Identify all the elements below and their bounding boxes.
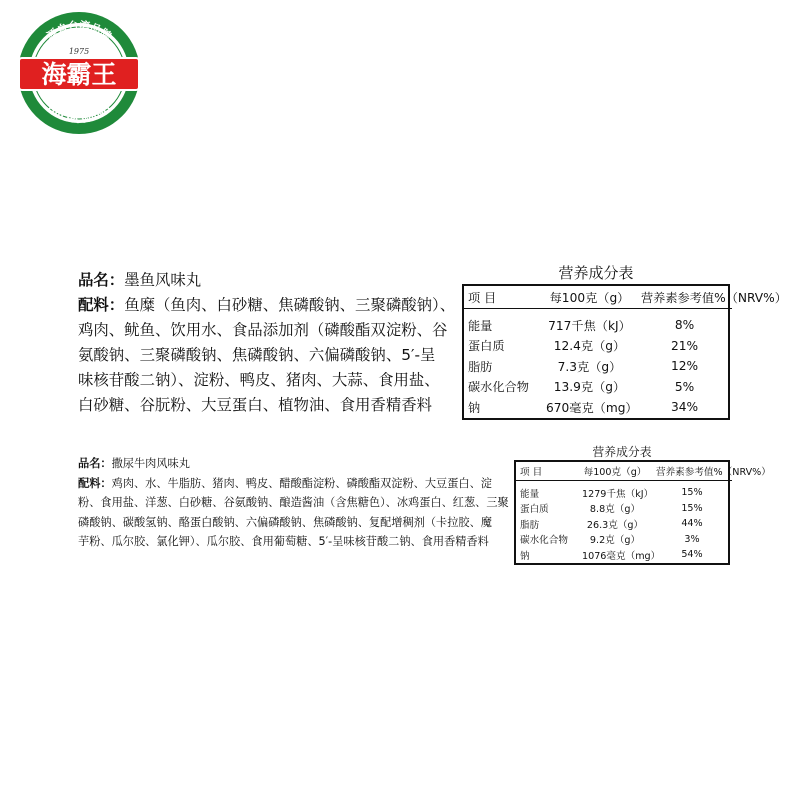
product-2-ingredients-text: 芋粉、瓜尔胶、氯化钾）、瓜尔胶、食用葡萄糖、5′-呈味核苷酸二钠、食用香精香料 <box>78 535 489 548</box>
product-1-ingredients-text: 氨酸钠、三聚磷酸钠、焦磷酸钠、六偏磷酸钠、5′-呈 <box>78 346 436 364</box>
nutrition-amount: 670毫克（mg） <box>546 400 638 415</box>
nutrition-item: 碳水化合物 <box>468 380 529 395</box>
nutrition-row-energy <box>464 309 732 336</box>
nutrition-amount: 9.2克（g） <box>589 535 641 547</box>
nutrition-header-per100g: 每100克（g） <box>542 286 637 309</box>
brand-logo-emblem <box>16 10 142 136</box>
nutrition-item: 钠 <box>520 550 530 562</box>
product-2-ingredients-label: 配料： <box>78 476 112 490</box>
logo-year: 1975 <box>68 47 90 56</box>
product-1-name: 墨鱼风味丸 <box>124 271 202 289</box>
nutrition-row-protein <box>516 501 732 517</box>
nutrition-table-1-title: 营养成分表 <box>558 264 634 282</box>
nutrition-nrv: 3% <box>684 533 700 545</box>
product-1-ingredients-text: 鸡肉、鱿鱼、饮用水、食品添加剂（磷酸酯双淀粉、谷 <box>78 321 448 339</box>
nutrition-nrv: 5% <box>674 379 695 394</box>
nutrition-item: 脂肪 <box>468 359 493 374</box>
nutrition-nrv: 54% <box>681 549 703 561</box>
product-2-ingredients-line <box>78 474 509 494</box>
nutrition-nrv: 15% <box>681 487 703 499</box>
product-2-name: 撒尿牛肉风味丸 <box>111 457 190 470</box>
logo-bottom-text: HAI PA WANG <box>44 102 114 127</box>
nutrition-item: 碳水化合物 <box>520 535 568 547</box>
nutrition-row-sodium <box>516 547 732 563</box>
product-2-info <box>78 454 509 552</box>
nutrition-row-sodium <box>464 397 732 418</box>
product-2-name-line <box>78 454 509 474</box>
product-1-ingredients-text: 鱼糜（鱼肉、白砂糖、焦磷酸钠、三聚磷酸钠）、 <box>124 296 456 314</box>
product-2-ingredients-text: 磷酸钠、碳酸氢钠、酪蛋白酸钠、六偏磷酸钠、焦磷酸钠、复配增稠剂（卡拉胶、魔 <box>78 515 492 529</box>
nutrition-item: 能量 <box>468 318 493 333</box>
product-1-ingredients-line <box>78 293 455 318</box>
product-1-name-line <box>78 268 455 293</box>
nutrition-item: 脂肪 <box>520 519 540 531</box>
nutrition-table-1 <box>462 263 787 420</box>
logo-brand-name: 海霸王 <box>41 60 117 89</box>
nutrition-row-energy <box>516 481 732 501</box>
product-1-ingredients-text: 白砂糖、谷朊粉、大豆蛋白、植物油、食用香精香料 <box>78 396 432 414</box>
nutrition-amount: 717千焦（kJ） <box>548 318 631 333</box>
nutrition-header-item: 项 目 <box>516 462 578 481</box>
nutrition-row-carbohydrate <box>516 532 732 548</box>
product-1-ingredients-text: 味核苷酸二钠）、淀粉、鸭皮、猪肉、大蒜、食用盐、 <box>78 371 440 389</box>
nutrition-nrv: 21% <box>670 338 699 353</box>
logo-top-text: 源自台湾品牌 <box>44 19 114 43</box>
product-1-ingredients-label: 配料： <box>78 296 125 314</box>
nutrition-table-1-grid <box>464 286 787 418</box>
nutrition-item: 蛋白质 <box>520 504 549 516</box>
nutrition-nrv: 8% <box>674 318 695 333</box>
nutrition-amount: 13.9克（g） <box>553 380 626 395</box>
nutrition-amount: 12.4克（g） <box>553 339 626 354</box>
nutrition-table-2-title: 营养成分表 <box>592 445 652 459</box>
nutrition-nrv: 12% <box>670 359 699 374</box>
product-1-name-label: 品名： <box>78 271 125 289</box>
nutrition-amount: 8.8克（g） <box>589 504 641 516</box>
nutrition-item: 蛋白质 <box>468 339 505 354</box>
nutrition-header-row <box>464 286 732 309</box>
nutrition-amount: 26.3克（g） <box>586 519 644 531</box>
nutrition-amount: 7.3克（g） <box>557 359 622 374</box>
nutrition-nrv: 34% <box>670 400 699 415</box>
nutrition-header-item: 项 目 <box>464 286 542 309</box>
nutrition-nrv: 44% <box>681 518 703 530</box>
nutrition-header-nrv: 营养素参考值%（NRV%） <box>652 462 732 481</box>
product-1-info <box>78 268 455 418</box>
nutrition-nrv: 15% <box>681 502 703 514</box>
product-2-ingredients-text: 鸡肉、水、牛脂肪、猪肉、鸭皮、醋酸酯淀粉、磷酸酯双淀粉、大豆蛋白、淀 <box>111 476 492 490</box>
nutrition-amount: 1279千焦（kJ） <box>582 488 654 500</box>
nutrition-row-protein <box>464 336 732 357</box>
nutrition-row-fat <box>516 516 732 532</box>
nutrition-header-row <box>516 462 732 481</box>
nutrition-table-2-grid <box>516 462 771 563</box>
nutrition-item: 钠 <box>468 400 481 415</box>
nutrition-header-nrv: 营养素参考值%（NRV%） <box>637 286 732 309</box>
nutrition-header-per100g: 每100克（g） <box>578 462 652 481</box>
product-2-ingredients-text: 粉、食用盐、洋葱、白砂糖、谷氨酸钠、酿造酱油（含焦糖色）、冰鸡蛋白、红葱、三聚 <box>78 496 509 509</box>
brand-logo <box>16 10 142 136</box>
nutrition-row-fat <box>464 356 732 377</box>
nutrition-table-2 <box>514 444 771 565</box>
nutrition-item: 能量 <box>520 488 540 500</box>
nutrition-row-carbohydrate <box>464 377 732 398</box>
product-2-name-label: 品名： <box>78 457 112 470</box>
nutrition-amount: 1076毫克（mg） <box>582 550 661 562</box>
